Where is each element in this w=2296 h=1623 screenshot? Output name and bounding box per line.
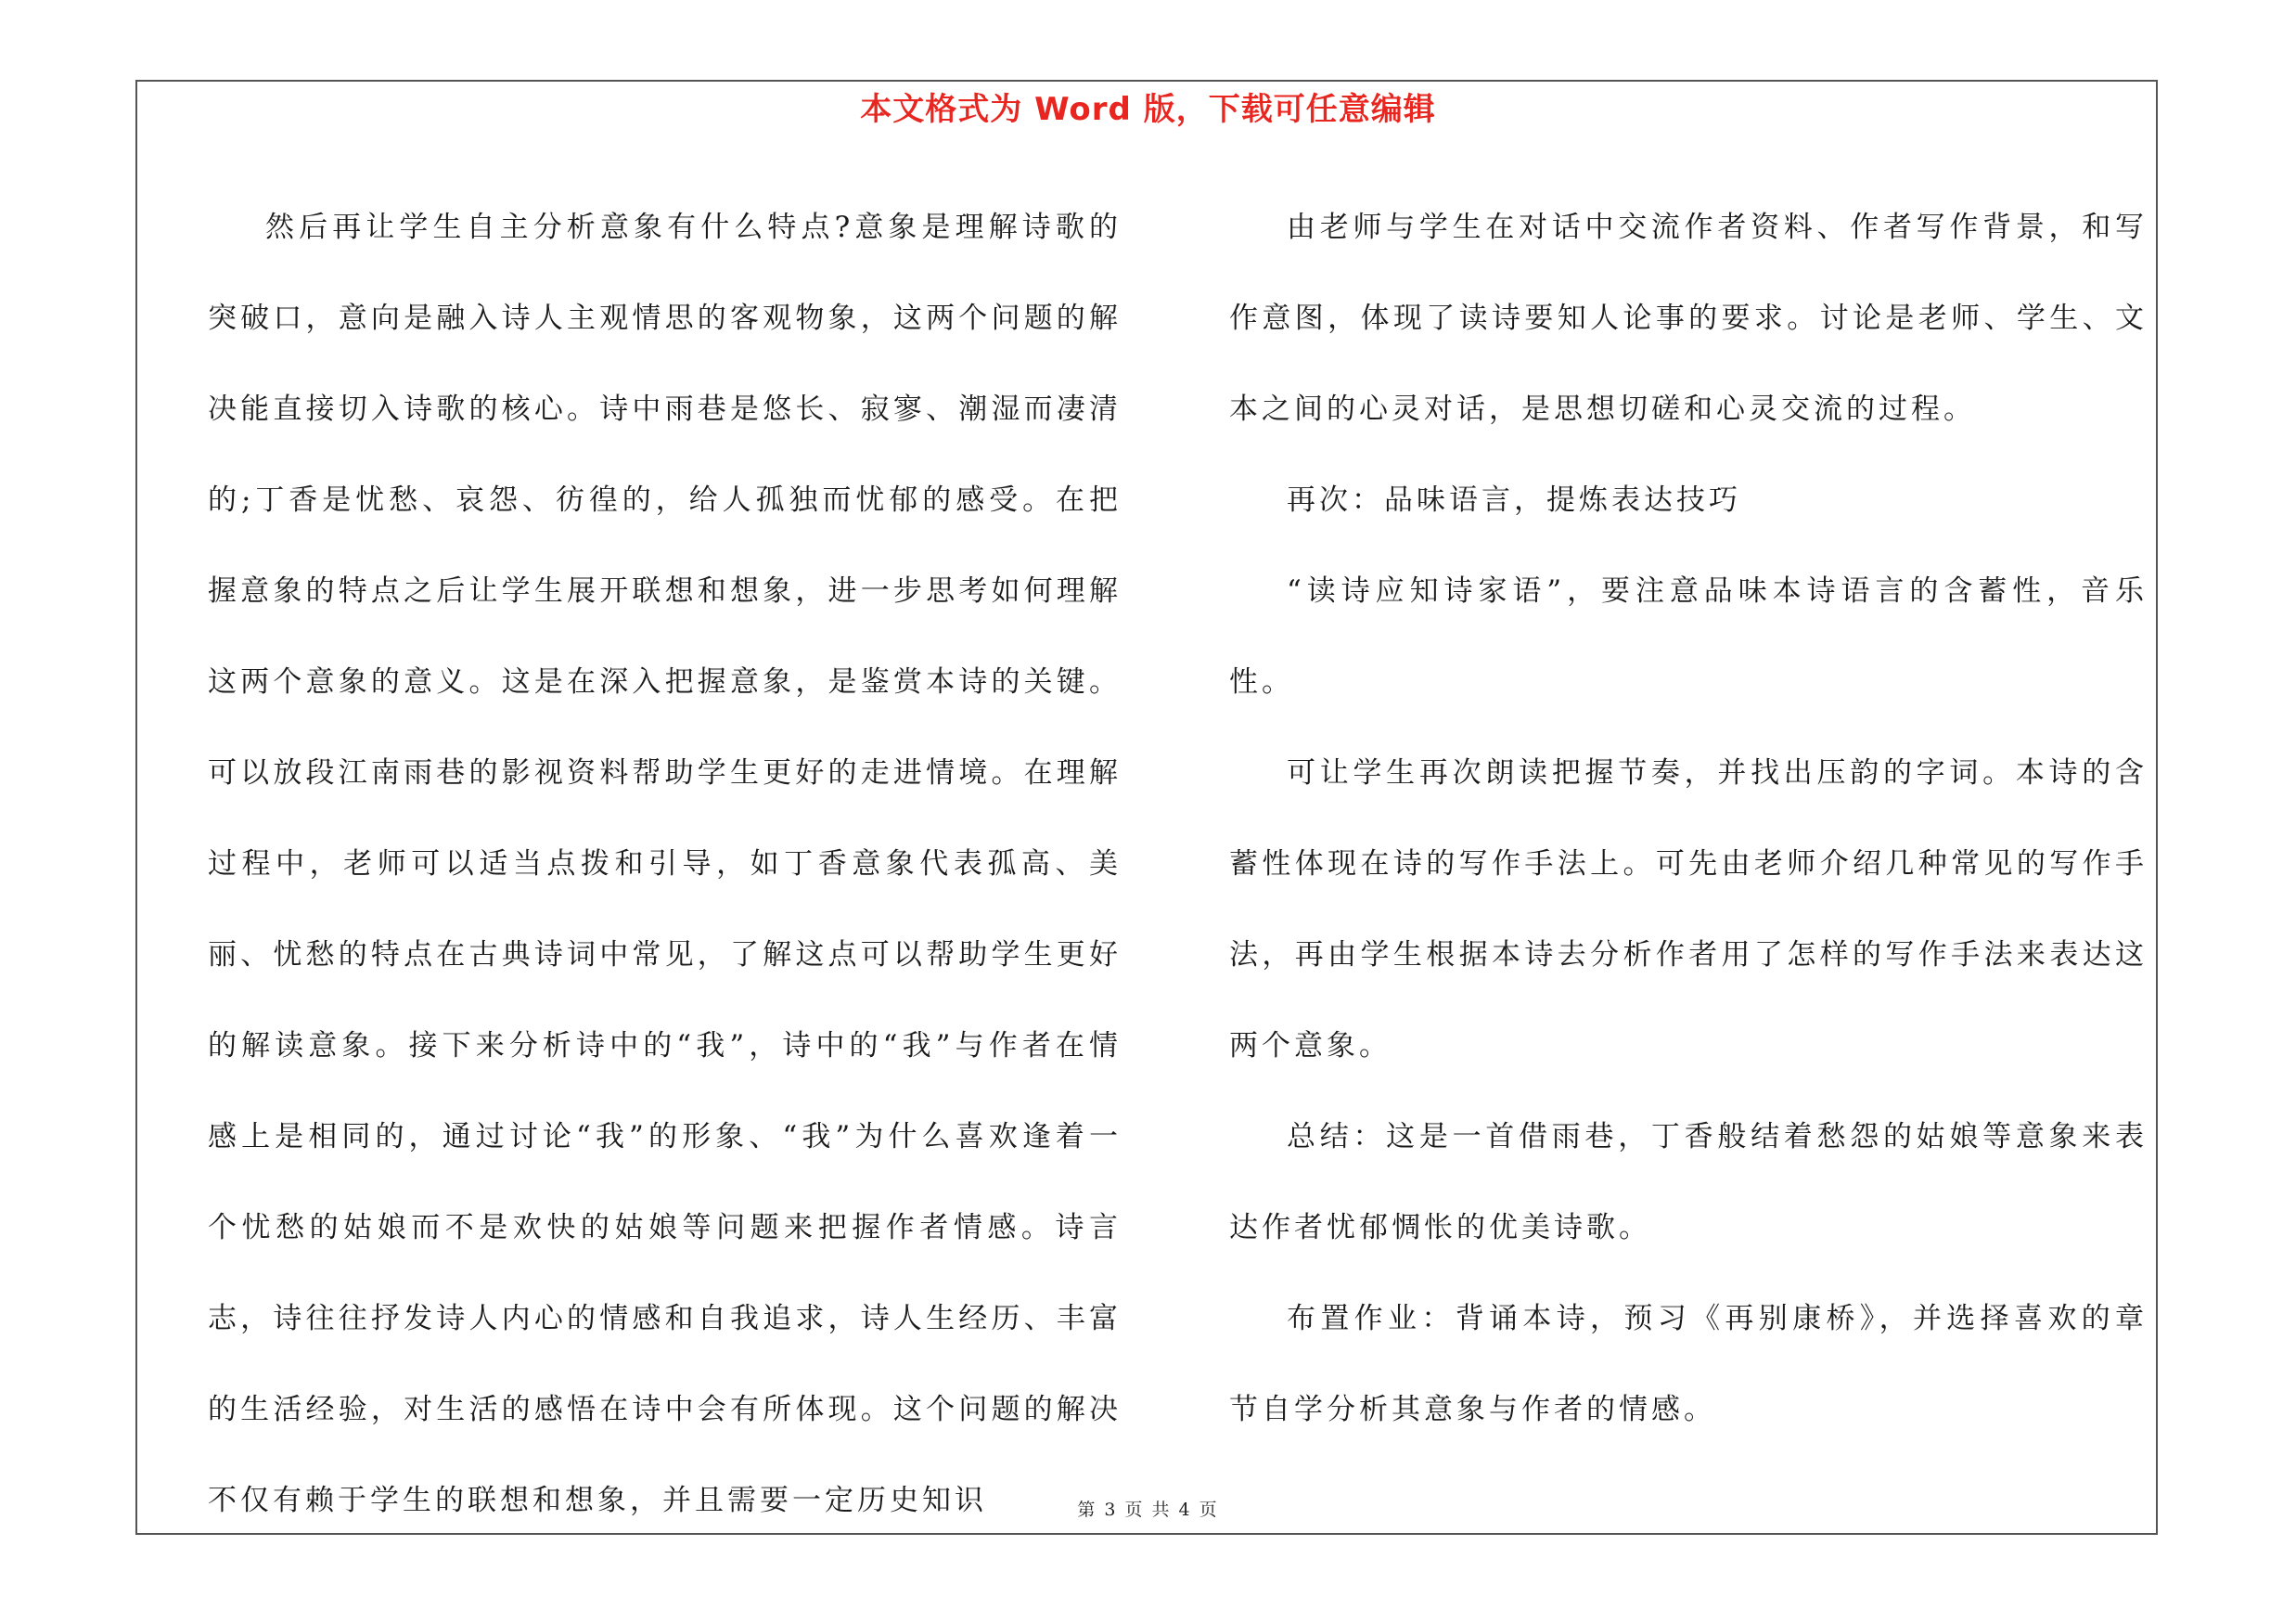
paragraph: 可让学生再次朗读把握节奏，并找出压韵的字词。本诗的含蓄性体现在诗的写作手法上。可先由老师介绍几种常见的写作手法，再由学生根据本诗去分析作者用了怎样的写作手法来表达这两个意象。 [1229, 756, 2148, 1063]
paragraph: 布置作业：背诵本诗，预习《再别康桥》，并选择喜欢的章节自学分析其意象与作者的情感。 [1229, 1302, 2148, 1426]
section-heading: 再次：品味语言，提炼表达技巧 [1287, 483, 1741, 517]
paragraph: 总结：这是一首借雨巷，丁香般结着愁怨的姑娘等意象来表达作者忧郁惆怅的优美诗歌。 [1229, 1120, 2148, 1244]
page-number: 第 3 页 共 4 页 [1077, 1500, 1219, 1520]
right-text-column [1229, 182, 2148, 1455]
left-text-column [208, 182, 1122, 1546]
paragraph: 然后再让学生自主分析意象有什么特点?意象是理解诗歌的突破口，意向是融入诗人主观情思的客观物象，这两个问题的解决能直接切入诗歌的核心。诗中雨巷是悠长、寂寥、潮湿而凄清的;丁香是忧愁、哀怨、彷徨的，给人孤独而忧郁的感受。在把握意象的特点之后让学生展开联想和想象，进一步思考如何理解这两个意象的意义。这是在深入把握意象，是鉴赏本诗的关键。可以放段江南雨巷的影视资料帮助学生更好的走进情境。在理解过程中，老师可以适当点拨和引导，如丁香意象代表孤高、美丽、忧愁的特点在古典诗词中常见，了解这点可以帮助学生更好的解读意象。接下来分析诗中的“我”，诗中的“我”与作者在情感上是相同的，通过讨论“我”的形象、“我”为什么喜欢逢着一个忧愁的姑娘而不是欢快的姑娘等问题来把握作者情感。诗言志，诗往往抒发诗人内心的情感和自我追求，诗人生经历、丰富的生活经验，对生活的感悟在诗中会有所体现。这个问题的解决不仅有赖于学生的联想和想象，并且需要一定历史知识 [208, 211, 1122, 1517]
paragraph: 由老师与学生在对话中交流作者资料、作者写作背景，和写作意图，体现了读诗要知人论事的要求。讨论是老师、学生、文本之间的心灵对话，是思想切磋和心灵交流的过程。 [1229, 211, 2148, 426]
paragraph: “读诗应知诗家语”，要注意品味本诗语言的含蓄性，音乐性。 [1229, 574, 2148, 699]
word-format-banner: 本文格式为 Word 版，下载可任意编辑 [860, 91, 1436, 128]
